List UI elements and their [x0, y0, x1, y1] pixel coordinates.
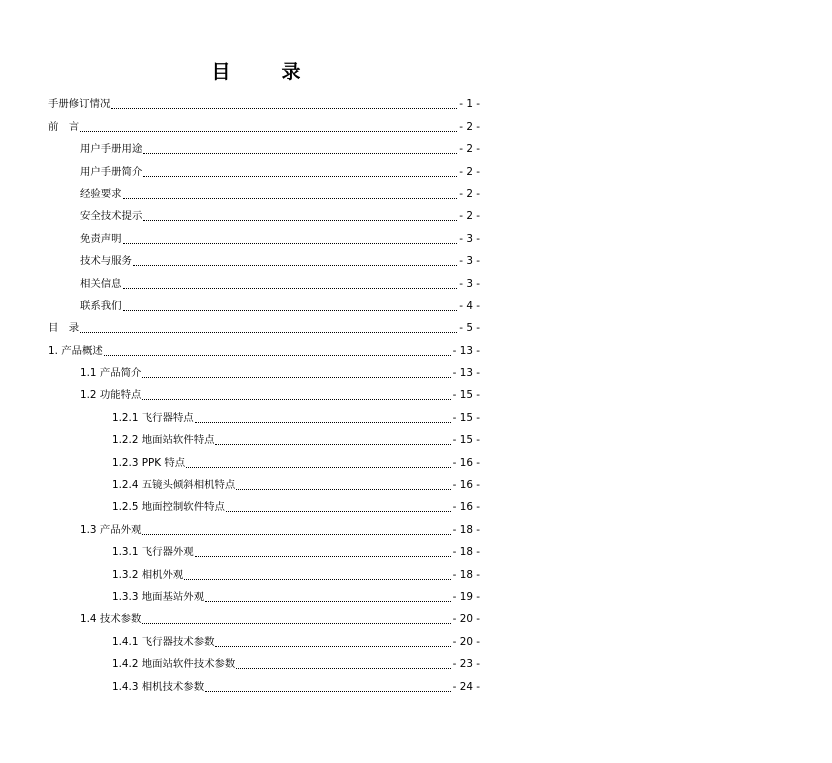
- toc-entry-label: 1.4.1 飞行器技术参数: [112, 635, 215, 648]
- toc-entry[interactable]: [48, 138, 480, 160]
- toc-entry-page: - 2 -: [459, 210, 480, 223]
- toc-entry-page: - 16 -: [452, 456, 480, 469]
- toc-leader-dots: [184, 579, 450, 580]
- toc-entry-page: - 3 -: [459, 255, 480, 268]
- toc-title: 目 录: [211, 61, 317, 83]
- toc-entry-label: 1.2.3 PPK 特点: [112, 456, 186, 469]
- toc-leader-dots: [205, 601, 451, 602]
- toc-entry-page: - 24 -: [452, 680, 480, 693]
- toc-entry[interactable]: [48, 384, 480, 406]
- toc-leader-dots: [215, 444, 450, 445]
- toc-entry[interactable]: [48, 339, 480, 361]
- toc-entry[interactable]: [48, 653, 480, 675]
- toc-leader-dots: [111, 108, 457, 109]
- toc-leader-dots: [142, 377, 450, 378]
- toc-entry-label: 用户手册用途: [80, 143, 143, 156]
- toc-entry-page: - 2 -: [459, 187, 480, 200]
- toc-entry-page: - 13 -: [452, 344, 480, 357]
- toc-leader-dots: [236, 489, 450, 490]
- toc-entry-label: 安全技术提示: [80, 210, 143, 223]
- toc-entry-label: 技术与服务: [80, 255, 132, 268]
- toc-entry-page: - 20 -: [452, 635, 480, 648]
- toc-leader-dots: [133, 265, 457, 266]
- toc-entry-label: 1.4 技术参数: [80, 613, 142, 626]
- toc-entry-label: 1.3.1 飞行器外观: [112, 546, 194, 559]
- toc-entry-label: 经验要求: [80, 187, 122, 200]
- toc-entry[interactable]: [48, 541, 480, 563]
- toc-entry-label: 联系我们: [80, 299, 122, 312]
- toc-leader-dots: [104, 355, 451, 356]
- toc-entry-page: - 20 -: [452, 613, 480, 626]
- toc-entry-page: - 1 -: [459, 98, 480, 111]
- toc-leader-dots: [123, 310, 458, 311]
- toc-leader-dots: [123, 198, 458, 199]
- toc-entry[interactable]: [48, 586, 480, 608]
- toc-entry-page: - 15 -: [452, 434, 480, 447]
- toc-entry-label: 1.2 功能特点: [80, 389, 142, 402]
- toc-entry-page: - 16 -: [452, 501, 480, 514]
- toc-entry[interactable]: [48, 675, 480, 697]
- toc-entry-label: 1.2.2 地面站软件特点: [112, 434, 215, 447]
- toc-entry[interactable]: [48, 518, 480, 540]
- toc-leader-dots: [226, 511, 451, 512]
- toc-entry-label: 前 言: [48, 120, 80, 133]
- toc-leader-dots: [205, 691, 451, 692]
- toc-leader-dots: [195, 422, 451, 423]
- toc-leader-dots: [195, 556, 451, 557]
- toc-entry-page: - 4 -: [459, 299, 480, 312]
- toc-entry-label: 1.2.4 五镜头倾斜相机特点: [112, 479, 236, 492]
- toc-entry-label: 1.2.5 地面控制软件特点: [112, 501, 225, 514]
- toc-leader-dots: [123, 288, 458, 289]
- toc-entry-page: - 23 -: [452, 658, 480, 671]
- toc-leader-dots: [142, 534, 450, 535]
- toc-entry[interactable]: [48, 272, 480, 294]
- toc-list: [48, 93, 480, 698]
- toc-entry-page: - 16 -: [452, 479, 480, 492]
- toc-entry-label: 1.2.1 飞行器特点: [112, 411, 194, 424]
- toc-entry-label: 相关信息: [80, 277, 122, 290]
- toc-entry-page: - 2 -: [459, 143, 480, 156]
- toc-leader-dots: [80, 332, 457, 333]
- toc-entry-page: - 19 -: [452, 590, 480, 603]
- toc-entry[interactable]: [48, 115, 480, 137]
- toc-leader-dots: [215, 646, 450, 647]
- toc-leader-dots: [186, 467, 451, 468]
- toc-leader-dots: [80, 131, 457, 132]
- toc-entry[interactable]: [48, 93, 480, 115]
- toc-entry[interactable]: [48, 317, 480, 339]
- toc-entry-label: 1.3 产品外观: [80, 523, 142, 536]
- toc-leader-dots: [143, 220, 457, 221]
- toc-entry-label: 1.4.3 相机技术参数: [112, 680, 205, 693]
- toc-entry-label: 用户手册简介: [80, 165, 143, 178]
- toc-entry[interactable]: [48, 474, 480, 496]
- toc-entry[interactable]: [48, 563, 480, 585]
- toc-entry[interactable]: [48, 183, 480, 205]
- toc-entry[interactable]: [48, 429, 480, 451]
- toc-entry[interactable]: [48, 362, 480, 384]
- toc-entry-page: - 3 -: [459, 232, 480, 245]
- toc-entry[interactable]: [48, 496, 480, 518]
- toc-entry[interactable]: [48, 451, 480, 473]
- toc-entry-page: - 3 -: [459, 277, 480, 290]
- toc-leader-dots: [142, 399, 450, 400]
- toc-entry-label: 1. 产品概述: [48, 344, 103, 357]
- toc-entry[interactable]: [48, 295, 480, 317]
- toc-entry-page: - 18 -: [452, 546, 480, 559]
- toc-entry-label: 1.1 产品简介: [80, 367, 142, 380]
- toc-entry-label: 1.3.3 地面基站外观: [112, 590, 205, 603]
- toc-entry-label: 手册修订情况: [48, 98, 111, 111]
- toc-entry-page: - 15 -: [452, 389, 480, 402]
- toc-entry-page: - 18 -: [452, 523, 480, 536]
- toc-entry[interactable]: [48, 406, 480, 428]
- toc-entry[interactable]: [48, 608, 480, 630]
- toc-entry-label: 目 录: [48, 322, 80, 335]
- toc-entry[interactable]: [48, 160, 480, 182]
- toc-entry-label: 1.4.2 地面站软件技术参数: [112, 658, 236, 671]
- toc-leader-dots: [143, 176, 457, 177]
- toc-entry-page: - 13 -: [452, 367, 480, 380]
- toc-leader-dots: [123, 243, 458, 244]
- toc-leader-dots: [236, 668, 450, 669]
- toc-entry-page: - 18 -: [452, 568, 480, 581]
- toc-entry-page: - 15 -: [452, 411, 480, 424]
- toc-entry[interactable]: [48, 250, 480, 272]
- toc-entry[interactable]: [48, 630, 480, 652]
- toc-entry-page: - 2 -: [459, 165, 480, 178]
- toc-entry-label: 免责声明: [80, 232, 122, 245]
- toc-entry[interactable]: [48, 205, 480, 227]
- toc-entry-page: - 2 -: [459, 120, 480, 133]
- toc-leader-dots: [143, 153, 457, 154]
- toc-entry-label: 1.3.2 相机外观: [112, 568, 184, 581]
- toc-entry[interactable]: [48, 227, 480, 249]
- toc-entry-page: - 5 -: [459, 322, 480, 335]
- toc-leader-dots: [142, 623, 450, 624]
